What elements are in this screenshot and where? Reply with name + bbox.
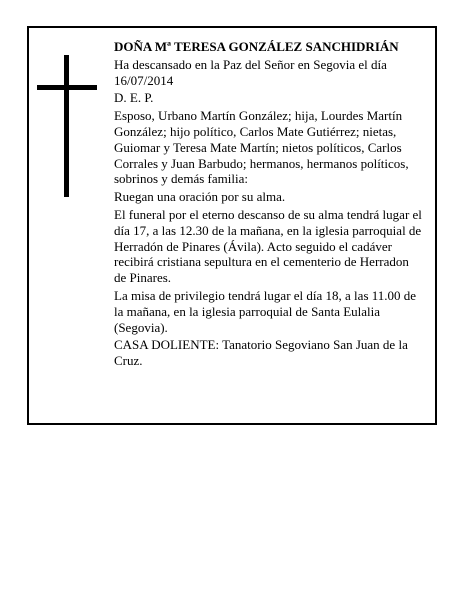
rip-line: D. E. P.	[114, 90, 154, 106]
deceased-name: DOÑA Mª TERESA GONZÁLEZ SANCHIDRIÁN	[114, 39, 399, 54]
family-list: Esposo, Urbano Martín González; hija, Lourdes Martín González; hijo político, Carlos Mate Gutiérrez; nietas, Guiomar y Teresa Mate Martín; nietos políticos, Carlos Corrales y Juan Barbudo; hermanos, hermanos políticos, sobrinos y demás familia:	[114, 108, 409, 187]
funeral-details: El funeral por el eterno descanso de su alma tendrá lugar el día 17, a las 12.30 de la mañana, en la iglesia parroquial de Herradón de Pinares (Ávila). Acto seguido el cadáver recibirá cristiana sepultura en el cementerio de Herradon de Pinares.	[114, 206, 422, 286]
mass-details: La misa de privilegio tendrá lugar el día 18, a las 11.00 de la mañana, en la iglesia parroquial de Santa Eulalia (Segovia).	[114, 287, 417, 335]
cross-icon	[37, 55, 97, 197]
cross-vertical-bar	[64, 55, 69, 197]
cross-horizontal-bar	[37, 85, 97, 90]
death-announcement: Ha descansado en la Paz del Señor en Segovia el día 16/07/2014	[114, 56, 387, 88]
mourning-house: CASA DOLIENTE: Tanatorio Segoviano San Juan de la Cruz.	[114, 337, 408, 369]
prayer-request: Ruegan una oración por su alma.	[114, 189, 286, 205]
obituary-text	[114, 39, 424, 371]
